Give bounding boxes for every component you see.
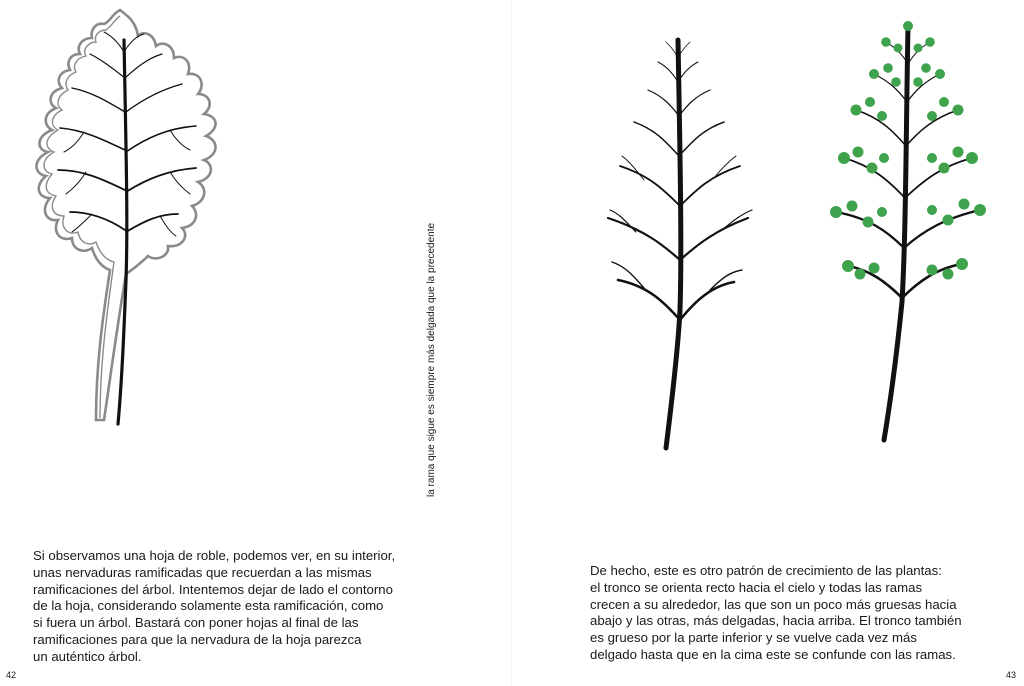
side-caption: la rama que sigue es siempre más delgada que la precedente [426,222,437,497]
paragraph-line: ramificaciones del árbol. Intentemos dejar de lado el contorno [33,581,393,597]
paragraph-line: de la hoja, considerando solamente esta ramificación, como [33,598,384,614]
paragraph-line: un auténtico árbol. [33,648,142,664]
right-page [512,0,1024,686]
bare-tree-drawing [584,30,784,460]
left-paragraph [33,548,395,666]
page-number: 43 [1006,670,1017,680]
paragraph-line: crecen a su alrededor, las que son un poco más gruesas hacia [590,596,957,612]
paragraph-line: De hecho, este es otro patrón de crecimiento de las plantas: [590,563,942,578]
paragraph-line: es grueso por la parte inferior y se vuelve cada vez más [590,630,917,646]
leaf-veins [58,32,196,424]
paragraph-line: ramificaciones para que la nervadura de la hoja parezca [33,631,362,647]
page-number: 42 [6,670,17,680]
tree-with-leaves-drawing [812,12,1012,442]
paragraph-line: delgado hasta que en la cima este se confunde con las ramas. [590,646,956,662]
paragraph-line: unas nervaduras ramificadas que recuerdan a las mismas [33,564,372,580]
paragraph-line: el tronco se orienta recto hacia el cielo y todas las ramas [590,579,923,595]
right-paragraph [590,563,962,664]
paragraph-line: abajo y las otras, más delgadas, hacia arriba. El tronco también [590,613,962,629]
paragraph-line: si fuera un árbol. Bastará con poner hojas al final de las [33,615,359,631]
paragraph-line: Si observamos una hoja de roble, podemos ver, en su interior, [33,548,396,563]
